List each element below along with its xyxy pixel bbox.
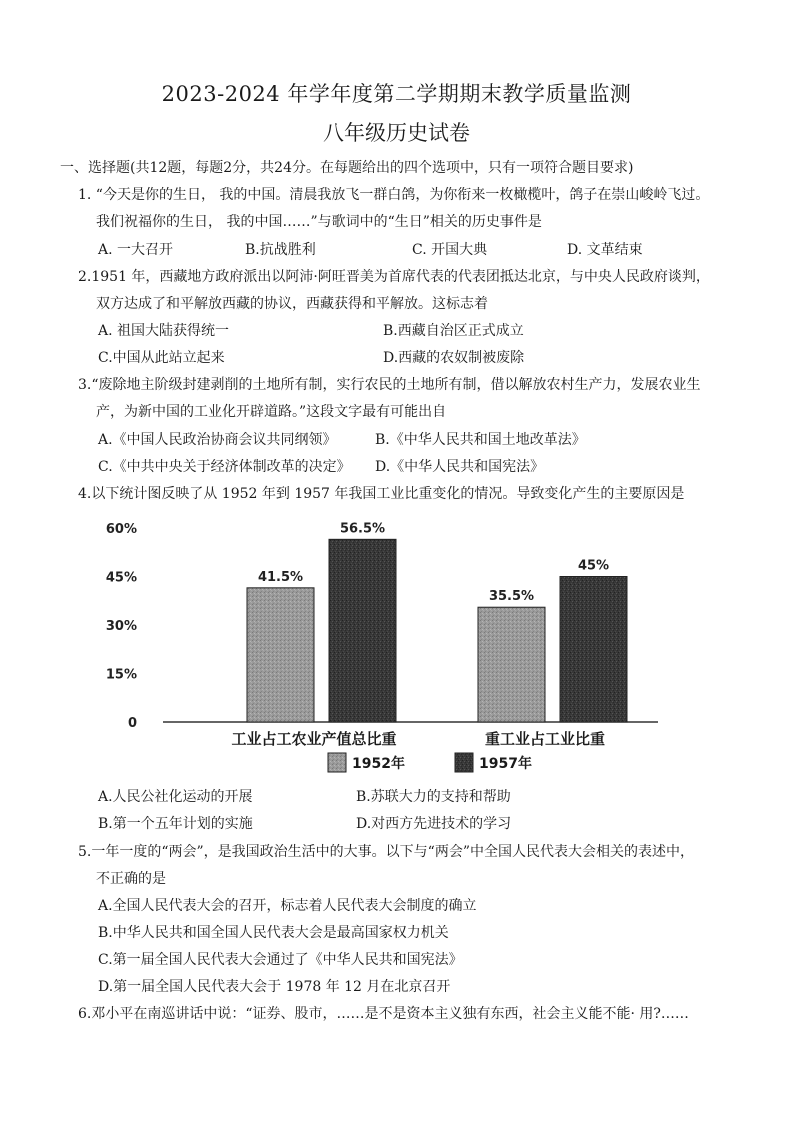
exam-subtitle: 八年级历史试卷: [323, 121, 470, 145]
x-category-label: 工业占工农业产值总比重: [231, 730, 397, 748]
q1-option-b: B.抗战胜利: [245, 242, 316, 258]
q4-option-a: A.人民公社化运动的开展: [98, 789, 253, 805]
q4-option-d: D.对西方先进技术的学习: [356, 816, 512, 832]
q3-stem-line1: 3.“废除地主阶级封建剥削的土地所有制，实行农民的土地所有制，借以解放农村生产力，发展农业生: [78, 377, 701, 393]
y-tick-label: 0: [127, 716, 137, 731]
section-heading: 一、选择题(共12题，每题2分，共24分。在每题给出的四个选项中，只有一项符合题目要求): [60, 160, 634, 176]
q3-option-b: B.《中华人民共和国土地改革法》: [375, 432, 586, 448]
q1-option-a: A. 一大召开: [98, 242, 174, 258]
q6-stem: 6.邓小平在南巡讲话中说：“证券、股市，……是不是资本主义独有东西，社会主义能不能· 用?……: [78, 1006, 689, 1022]
q5-option-a: A.全国人民代表大会的召开，标志着人民代表大会制度的确立: [98, 898, 477, 914]
y-tick-label: 60%: [105, 522, 137, 537]
y-tick-label: 15%: [105, 667, 137, 683]
q5-option-c: C.第一届全国人民代表大会通过了《中华人民共和国宪法》: [98, 952, 463, 968]
bar-1952年-0: [247, 588, 314, 722]
q4-option-c: B.第一个五年计划的实施: [98, 816, 253, 832]
q3-option-c: C.《中共中央关于经济体制改革的决定》: [98, 459, 351, 475]
bar-value-label: 45%: [577, 558, 610, 574]
q4-option-b: B.苏联大力的支持和帮助: [356, 789, 511, 805]
q1-stem-line1: 1. “今天是你的生日， 我的中国。清晨我放飞一群白鸽，为你衔来一枚橄榄叶，鸽子在崇山峻岭飞过。: [78, 187, 710, 203]
bar-1957年-0: [329, 539, 396, 722]
q3-stem-line2: 产，为新中国的工业化开辟道路。”这段文字最有可能出自: [96, 404, 447, 420]
bar-value-label: 41.5%: [257, 569, 304, 585]
q2-stem-line2: 双方达成了和平解放西藏的协议，西藏获得和平解放。这标志着: [96, 296, 488, 312]
q2-stem-line1: 2.1951 年，西藏地方政府派出以阿沛·阿旺晋美为首席代表的代表团抵达北京，与中央人民政府谈判，: [78, 269, 710, 285]
legend-label: 1957年: [479, 756, 532, 772]
q1-option-d: D. 文革结束: [567, 242, 643, 258]
q5-option-b: B.中华人民共和国全国人民代表大会是最高国家权力机关: [98, 925, 449, 941]
x-category-label: 重工业占工业比重: [484, 730, 606, 748]
q5-stem-line1: 5.一年一度的“两会”，是我国政治生活中的大事。以下与“两会”中全国人民代表大会相关的表述中，: [78, 844, 694, 860]
q2-option-c: C.中国从此站立起来: [98, 350, 225, 366]
legend-label: 1952年: [352, 756, 405, 772]
q2-option-a: A. 祖国大陆获得统一: [98, 323, 230, 339]
exam-title: 2023-2024 年学年度第二学期期末教学质量监测: [161, 82, 632, 106]
q4-stem: 4.以下统计图反映了从 1952 年到 1957 年我国工业比重变化的情况。导致变化产生的主要原因是: [78, 486, 685, 502]
bar-1957年-1: [560, 577, 627, 723]
q5-option-d: D.第一届全国人民代表大会于 1978 年 12 月在北京召开: [98, 979, 451, 995]
y-tick-label: 45%: [105, 570, 137, 586]
q1-option-c: C. 开国大典: [412, 242, 488, 258]
bar-1952年-1: [478, 607, 545, 722]
q2-option-b: B.西藏自治区正式成立: [383, 323, 524, 339]
q5-stem-line2: 不正确的是: [96, 871, 166, 887]
q2-option-d: D.西藏的农奴制被废除: [383, 350, 525, 366]
bar-value-label: 35.5%: [488, 589, 535, 605]
y-tick-label: 30%: [105, 619, 137, 634]
bar-value-label: 56.5%: [339, 521, 386, 537]
q3-option-a: A.《中国人民政治协商会议共同纲领》: [98, 432, 337, 448]
q3-option-d: D.《中华人民共和国宪法》: [375, 459, 545, 475]
legend-swatch-1957年: [455, 753, 473, 772]
q1-stem-line2: 我们祝福你的生日， 我的中国……”与歌词中的“生日”相关的历史事件是: [96, 214, 542, 230]
legend-swatch-1952年: [328, 753, 346, 772]
